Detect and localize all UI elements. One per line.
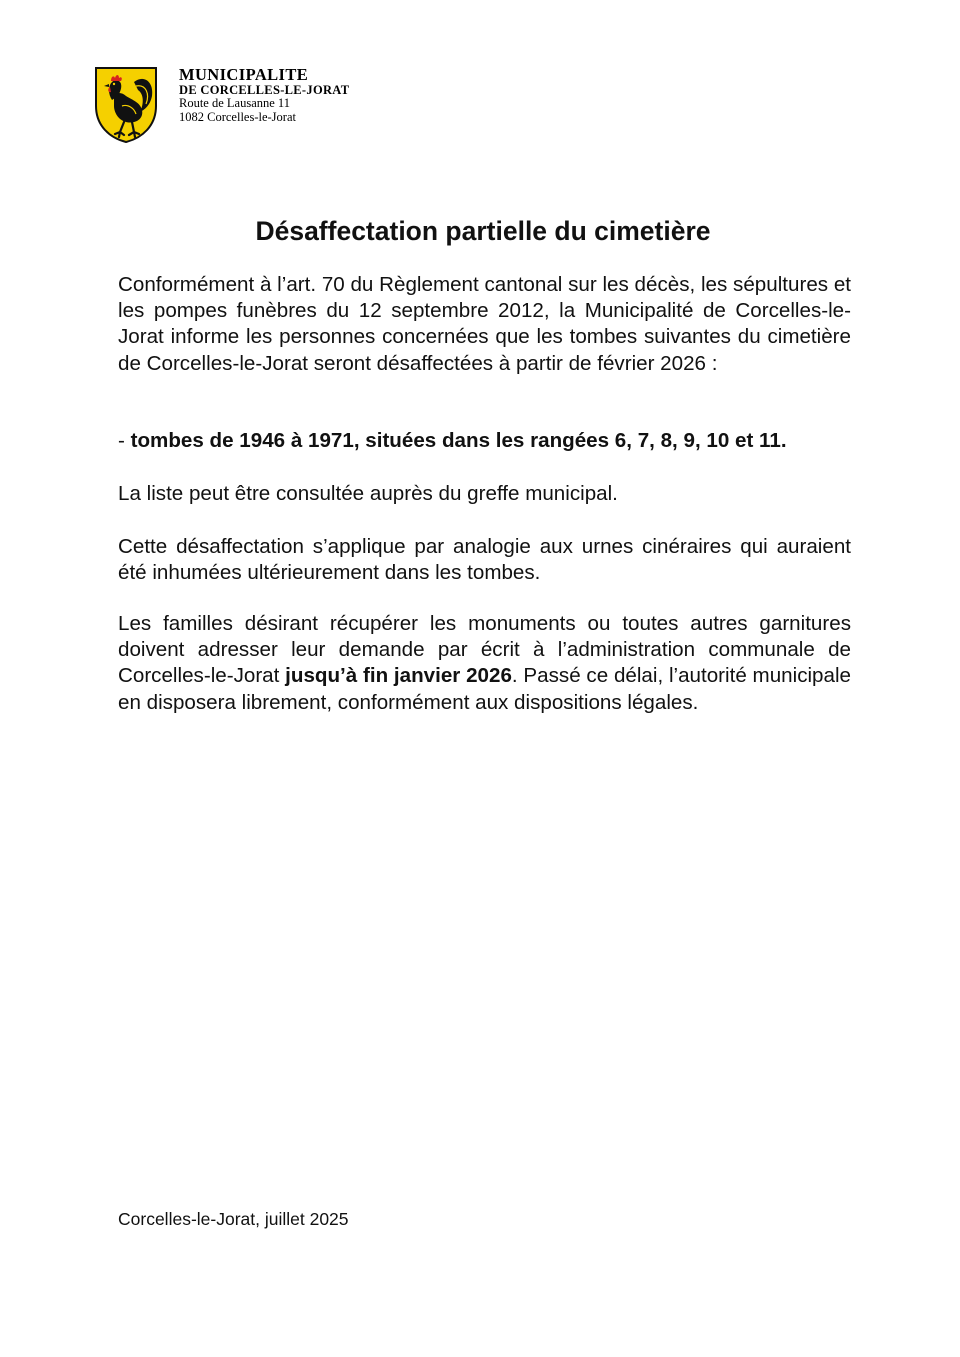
paragraph-list-consultation: La liste peut être consultée auprès du greffe municipal.: [118, 482, 618, 505]
list-item-text: tombes de 1946 à 1971, situées dans les rangées 6, 7, 8, 9, 10 et 11.: [130, 429, 787, 452]
place-date: Corcelles-le-Jorat, juillet 2025: [118, 1209, 349, 1229]
paragraph-families-part1: Les familles désirant récupérer les monuments ou toutes autres garnitures doivent adresser leur demande par écrit à l’administration communale de Corcelles-le-Jorat: [118, 612, 851, 688]
document-title: Désaffectation partielle du cimetière: [255, 216, 711, 246]
list-item-prefix: -: [118, 429, 131, 452]
address-line-1: Route de Lausanne 11: [179, 96, 290, 111]
commune-name: DE CORCELLES-LE-JORAT: [179, 82, 350, 97]
organization-name: MUNICIPALITE: [179, 65, 309, 84]
issuer-block: [179, 66, 349, 124]
letterhead: [94, 64, 494, 144]
paragraph-families-part2: . Passé ce délai, l’autorité municipale en disposera librement, conformément aux dispositions légales.: [118, 664, 851, 714]
deadline-text: jusqu’à fin janvier 2026: [285, 664, 512, 688]
paragraph-families: [118, 611, 851, 716]
list-item-graves: [118, 428, 851, 454]
address-line-2: 1082 Corcelles-le-Jorat: [179, 109, 296, 124]
paragraph-intro: Conformément à l’art. 70 du Règlement cantonal sur les décès, les sépultures et les pompes funèbres du 12 septembre 2012, la Municipalité de Corcelles-le-Jorat informe les personnes concernées que les tombes suivantes du cimetière de Corcelles-le-Jorat seront désaffectées à partir de février 2026 :: [118, 273, 851, 375]
rooster-coat-of-arms-icon: [94, 66, 158, 144]
paragraph-urns: Cette désaffectation s’applique par analogie aux urnes cinéraires qui auraient été inhumées ultérieurement dans les tombes.: [118, 535, 851, 585]
